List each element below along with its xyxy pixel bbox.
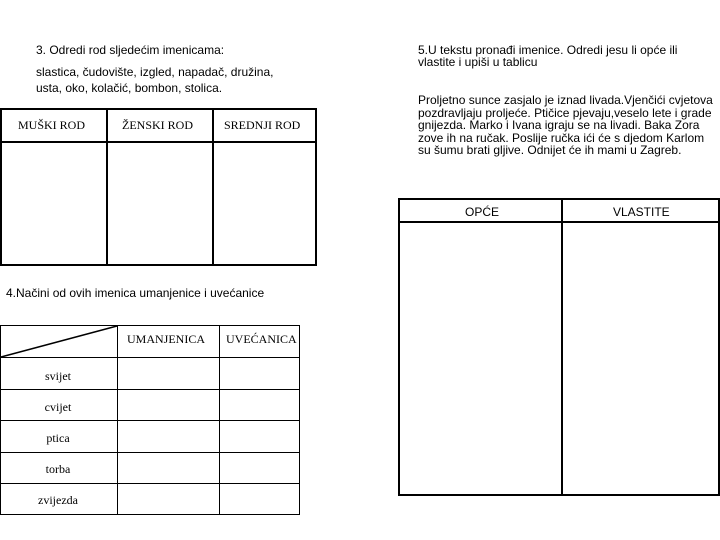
- row-label-cvijet: cvijet: [44, 400, 72, 414]
- task3-nouns-line1: slastica, čudovište, izgled, napadač, družina,: [36, 65, 274, 79]
- header-common: OPĆE: [465, 205, 500, 219]
- task3-nouns-line2: usta, oko, kolačić, bombon, stolica.: [36, 81, 223, 95]
- task5-title: 5.U tekstu pronađi imenice. Odredi jesu li opće ili vlastite i upiši u tablicu: [418, 43, 678, 69]
- header-diminutive: UMANJENICA: [127, 332, 205, 346]
- task5-text: Proljetno sunce zasjalo je iznad livada.Vjenčići cvjetova pozdravljaju proljeće. Ptičice pjevaju,veselo lete i grade gnijezda. Marko i Ivana igraju se na livadi. Baka Zora zove ih na ručak. Poslije ručka ići će s djedom Karlom su šumu brati gljive. Odnijet će ih mami u Zagreb.: [418, 93, 713, 157]
- table-line: [0, 483, 300, 484]
- table-line: [561, 200, 563, 494]
- table-line: [0, 514, 300, 515]
- gender-column-masculine: [2, 110, 108, 264]
- header-masculine: MUŠKI ROD: [18, 118, 86, 132]
- row-label-zvijezda: zvijezda: [38, 493, 78, 507]
- diminutive-augmentative-table: [0, 325, 300, 515]
- corner-diagonal: [0, 325, 118, 358]
- table-line: [400, 221, 718, 223]
- row-label-torba: torba: [45, 462, 71, 476]
- task3-title: 3. Odredi rod sljedećim imenicama:: [36, 43, 225, 57]
- row-label-ptica: ptica: [46, 431, 70, 445]
- header-proper: VLASTITE: [613, 205, 670, 219]
- common-proper-table: [398, 198, 720, 496]
- task4-title: 4.Načini od ovih imenica umanjenice i uvećanice: [6, 286, 265, 300]
- gender-table: [0, 108, 317, 266]
- header-neuter: SREDNJI ROD: [224, 118, 301, 132]
- header-feminine: ŽENSKI ROD: [122, 118, 193, 132]
- row-label-svijet: svijet: [45, 369, 71, 383]
- table-line: [0, 389, 300, 390]
- gender-column-feminine: [106, 110, 214, 264]
- gender-table-header-divider: [2, 141, 315, 143]
- table-line: [0, 420, 300, 421]
- header-augmentative: UVEĆANICA: [226, 332, 297, 346]
- table-line: [0, 452, 300, 453]
